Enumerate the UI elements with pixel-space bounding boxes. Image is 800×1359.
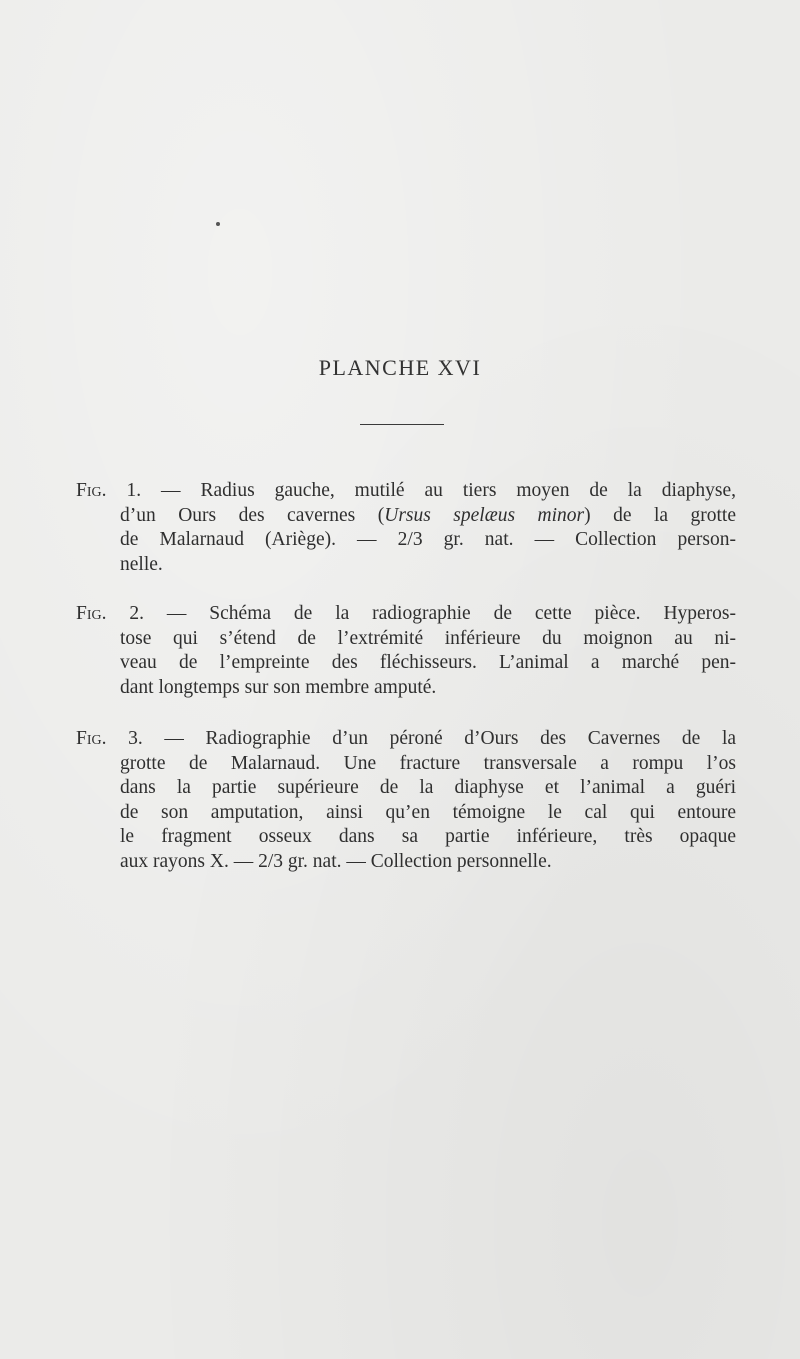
caption-text: tose qui s’étend de l’extrémité inférieure du moignon au ni- bbox=[120, 627, 736, 649]
caption-text: aux rayons X. — 2/3 gr. nat. — Collection personnelle. bbox=[120, 850, 552, 872]
caption-line bbox=[76, 602, 736, 627]
caption-line bbox=[76, 528, 736, 553]
caption-line bbox=[76, 651, 736, 676]
caption-text: veau de l’empreinte des fléchisseurs. L’animal a marché pen- bbox=[120, 652, 736, 673]
caption-text: nelle. bbox=[120, 553, 163, 575]
caption-text: d’un Ours des cavernes (Ursus spelæus minor) de la grotte bbox=[120, 504, 736, 526]
caption-text: de son amputation, ainsi qu’en témoigne le cal qui entoure bbox=[120, 801, 736, 823]
ink-speck bbox=[216, 222, 220, 226]
caption-line bbox=[76, 553, 736, 578]
figure-caption-2 bbox=[76, 602, 736, 700]
caption-line bbox=[76, 504, 736, 529]
caption-text: dans la partie supérieure de la diaphyse et l’animal a guéri bbox=[120, 777, 736, 798]
caption-text: de Malarnaud (Ariège). — 2/3 gr. nat. — Collection person- bbox=[120, 529, 736, 550]
caption-line bbox=[76, 727, 736, 752]
caption-text: grotte de Malarnaud. Une fracture transversale a rompu l’os bbox=[120, 752, 736, 774]
figure-caption-1 bbox=[76, 479, 736, 577]
caption-line bbox=[76, 676, 736, 701]
figure-label: Fig. 2. bbox=[76, 603, 145, 624]
caption-text: le fragment osseux dans sa partie inférieure, très opaque bbox=[120, 826, 736, 847]
caption-text: — Radius gauche, mutilé au tiers moyen de la diaphyse, bbox=[161, 480, 736, 501]
figure-label: Fig. 3. bbox=[76, 728, 143, 749]
caption-line bbox=[76, 752, 736, 777]
figure-label: Fig. 1. bbox=[76, 480, 142, 501]
figure-caption-3 bbox=[76, 727, 736, 874]
caption-line bbox=[76, 479, 736, 504]
title-rule bbox=[360, 424, 444, 425]
caption-line bbox=[76, 627, 736, 652]
caption-line bbox=[76, 776, 736, 801]
caption-line bbox=[76, 801, 736, 826]
caption-text: — Schéma de la radiographie de cette pièce. Hyperos- bbox=[166, 603, 737, 624]
plate-title: PLANCHE XVI bbox=[318, 355, 482, 380]
caption-text: dant longtemps sur son membre amputé. bbox=[120, 676, 437, 698]
caption-line bbox=[76, 825, 736, 850]
caption-text: — Radiographie d’un péroné d’Ours des Cavernes de la bbox=[164, 728, 737, 749]
caption-line bbox=[76, 850, 736, 875]
